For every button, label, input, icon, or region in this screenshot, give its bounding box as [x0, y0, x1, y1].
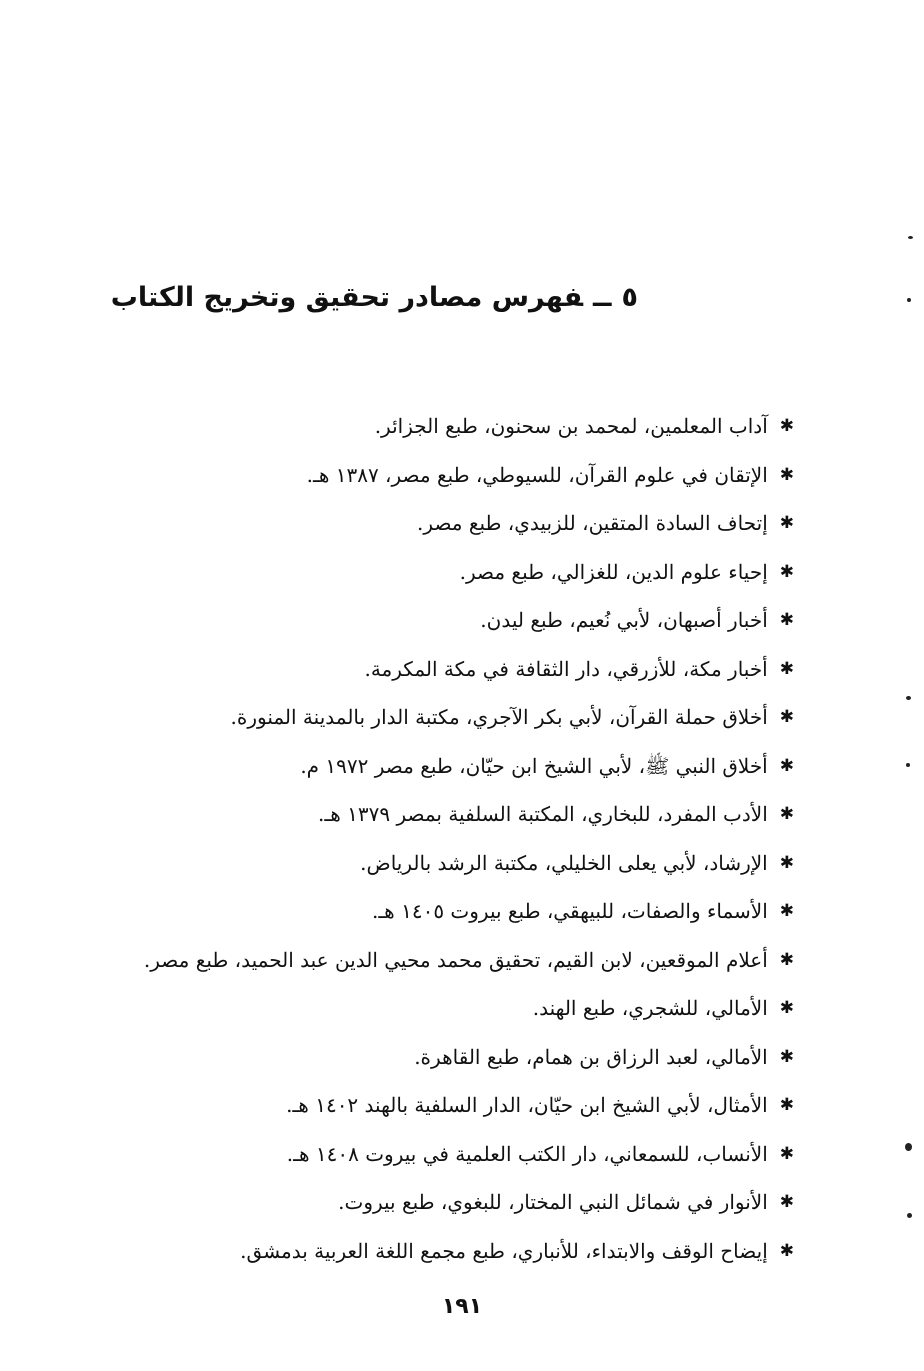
source-entry: [40, 1033, 794, 1082]
asterisk-bullet-icon: ✱: [779, 901, 794, 922]
asterisk-bullet-icon: ✱: [779, 852, 794, 873]
asterisk-bullet-icon: ✱: [779, 1143, 794, 1164]
source-entry: [40, 596, 794, 645]
asterisk-bullet-icon: ✱: [779, 998, 794, 1019]
source-entry-text: أخبار مكة، للأزرقي، دار الثقافة في مكة المكرمة.: [364, 656, 768, 681]
source-entry-text: الإتقان في علوم القرآن، للسيوطي، طبع مصر، ١٣٨٧ هـ.: [306, 462, 768, 487]
source-entry-text: الأسماء والصفات، للبيهقي، طبع بيروت ١٤٠٥ هـ.: [371, 899, 768, 924]
asterisk-bullet-icon: ✱: [779, 610, 794, 631]
source-entry: [40, 548, 794, 597]
source-entry-text: أخبار أصبهان، لأبي نُعيم، طبع ليدن.: [480, 608, 768, 633]
source-entry: [40, 451, 794, 500]
scan-mark: [906, 763, 910, 767]
source-entry-text: إحياء علوم الدين، للغزالي، طبع مصر.: [459, 559, 768, 584]
source-entry: [40, 402, 794, 451]
asterisk-bullet-icon: ✱: [779, 804, 794, 825]
scan-mark: [908, 236, 913, 239]
source-entry: [40, 645, 794, 694]
scan-mark: [905, 1143, 912, 1151]
asterisk-bullet-icon: ✱: [779, 513, 794, 534]
section-number: ٥: [621, 282, 638, 313]
asterisk-bullet-icon: ✱: [779, 416, 794, 437]
asterisk-bullet-icon: ✱: [779, 755, 794, 776]
asterisk-bullet-icon: ✱: [779, 1046, 794, 1067]
source-entry: [40, 499, 794, 548]
source-entry: [40, 742, 794, 791]
scan-mark: [907, 1213, 912, 1218]
source-entry-text: آداب المعلمين، لمحمد بن سحنون، طبع الجزائر.: [374, 414, 768, 439]
source-entry: [40, 1227, 794, 1276]
source-entry: [40, 887, 794, 936]
asterisk-bullet-icon: ✱: [779, 1192, 794, 1213]
asterisk-bullet-icon: ✱: [779, 464, 794, 485]
source-entry-text: الأدب المفرد، للبخاري، المكتبة السلفية بمصر ١٣٧٩ هـ.: [318, 802, 768, 827]
asterisk-bullet-icon: ✱: [779, 1240, 794, 1261]
asterisk-bullet-icon: ✱: [779, 707, 794, 728]
source-entry: [40, 936, 794, 985]
source-entry: [40, 839, 794, 888]
source-entry-text: الأمالي، لعبد الرزاق بن همام، طبع القاهرة.: [414, 1044, 768, 1069]
source-entry-text: أعلام الموقعين، لابن القيم، تحقيق محمد محيي الدين عبد الحميد، طبع مصر.: [143, 947, 768, 972]
source-entry-text: الأمالي، للشجري، طبع الهند.: [532, 996, 768, 1021]
scan-mark: [907, 298, 911, 302]
page-number: ١٩١: [441, 1294, 483, 1319]
source-entry: [40, 693, 794, 742]
source-entry: [40, 1130, 794, 1179]
scan-mark: [906, 696, 911, 700]
source-entry-text: الأنساب، للسمعاني، دار الكتب العلمية في بيروت ١٤٠٨ هـ.: [286, 1141, 768, 1166]
section-heading: [111, 278, 638, 318]
sources-list: [40, 402, 794, 1275]
source-entry-text: أخلاق حملة القرآن، لأبي بكر الآجري، مكتبة الدار بالمدينة المنورة.: [230, 705, 768, 730]
source-entry: [40, 984, 794, 1033]
asterisk-bullet-icon: ✱: [779, 658, 794, 679]
source-entry-text: أخلاق النبي ﷺ، لأبي الشيخ ابن حيّان، طبع مصر ١٩٧٢ م.: [300, 753, 768, 778]
source-entry-text: إيضاح الوقف والابتداء، للأنباري، طبع مجمع اللغة العربية بدمشق.: [240, 1238, 768, 1263]
asterisk-bullet-icon: ✱: [779, 561, 794, 582]
source-entry-text: الأمثال، لأبي الشيخ ابن حيّان، الدار السلفية بالهند ١٤٠٢ هـ.: [286, 1093, 768, 1118]
source-entry: [40, 790, 794, 839]
source-entry-text: الأنوار في شمائل النبي المختار، للبغوي، طبع بيروت.: [338, 1190, 768, 1215]
source-entry: [40, 1081, 794, 1130]
source-entry-text: الإرشاد، لأبي يعلى الخليلي، مكتبة الرشد بالرياض.: [360, 850, 768, 875]
section-title: فهرس مصادر تحقيق وتخريج الكتاب: [110, 282, 584, 313]
asterisk-bullet-icon: ✱: [779, 949, 794, 970]
section-dash: ــ: [593, 282, 612, 313]
asterisk-bullet-icon: ✱: [779, 1095, 794, 1116]
source-entry-text: إتحاف السادة المتقين، للزبيدي، طبع مصر.: [417, 511, 768, 536]
source-entry: [40, 1178, 794, 1227]
